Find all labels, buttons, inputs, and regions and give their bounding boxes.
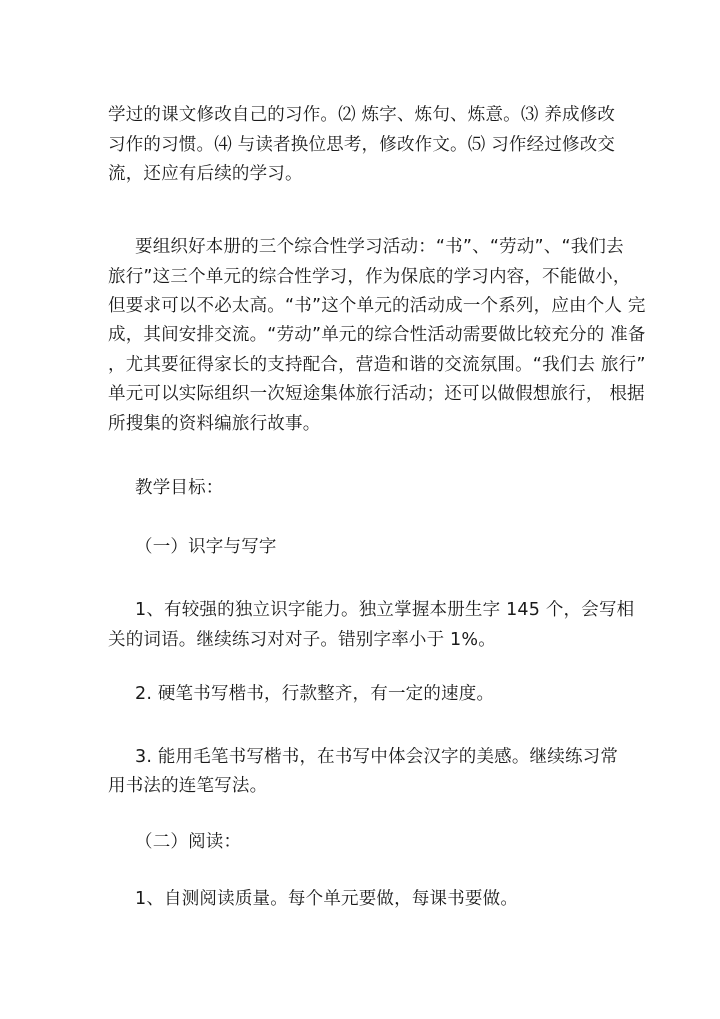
text-line: 习作的习惯。⑷ 与读者换位思考，修改作文。⑸ 习作经过修改交	[108, 135, 616, 155]
paragraph-start-line: 3. 能用毛笔书写楷书，在书写中体会汉字的美感。继续练习常	[135, 747, 619, 767]
subsection-heading: （一）识字与写字	[135, 537, 277, 557]
paragraph-start-line: 1、自测阅读质量。每个单元要做，每课书要做。	[135, 889, 519, 909]
text-line: 流，还应有后续的学习。	[108, 164, 303, 184]
text-line: 所搜集的资料编旅行故事。	[108, 414, 321, 434]
paragraph-start-line: 2. 硬笔书写楷书，行款整齐，有一定的速度。	[135, 684, 495, 704]
subsection-heading: （二）阅读：	[135, 832, 242, 852]
text-line: 但要求可以不必太高。“书”这个单元的活动成一个系列，应由个人 完	[108, 296, 646, 316]
text-line: 用书法的连笔写法。	[108, 776, 268, 796]
paragraph-start-line: 1、有较强的独立识字能力。独立掌握本册生字 145 个，会写相	[135, 600, 635, 620]
text-line: 单元可以实际组织一次短途集体旅行活动；还可以做假想旅行， 根据	[108, 384, 645, 404]
text-line: 成，其间安排交流。“劳动”单元的综合性活动需要做比较充分的 准备	[108, 325, 646, 345]
text-line: ，尤其要征得家长的支持配合，营造和谐的交流氛围。“我们去 旅行”	[108, 355, 646, 375]
section-heading: 教学目标：	[135, 478, 224, 498]
text-line: 关的词语。继续练习对对子。错别字率小于 1%。	[108, 630, 496, 650]
text-line: 学过的课文修改自己的习作。⑵ 炼字、炼句、炼意。⑶ 养成修改	[108, 105, 616, 125]
paragraph-start-line: 要组织好本册的三个综合性学习活动：“书”、“劳动”、“我们去	[135, 237, 624, 257]
text-line: 旅行”这三个单元的综合性学习，作为保底的学习内容，不能做小，	[108, 267, 631, 287]
